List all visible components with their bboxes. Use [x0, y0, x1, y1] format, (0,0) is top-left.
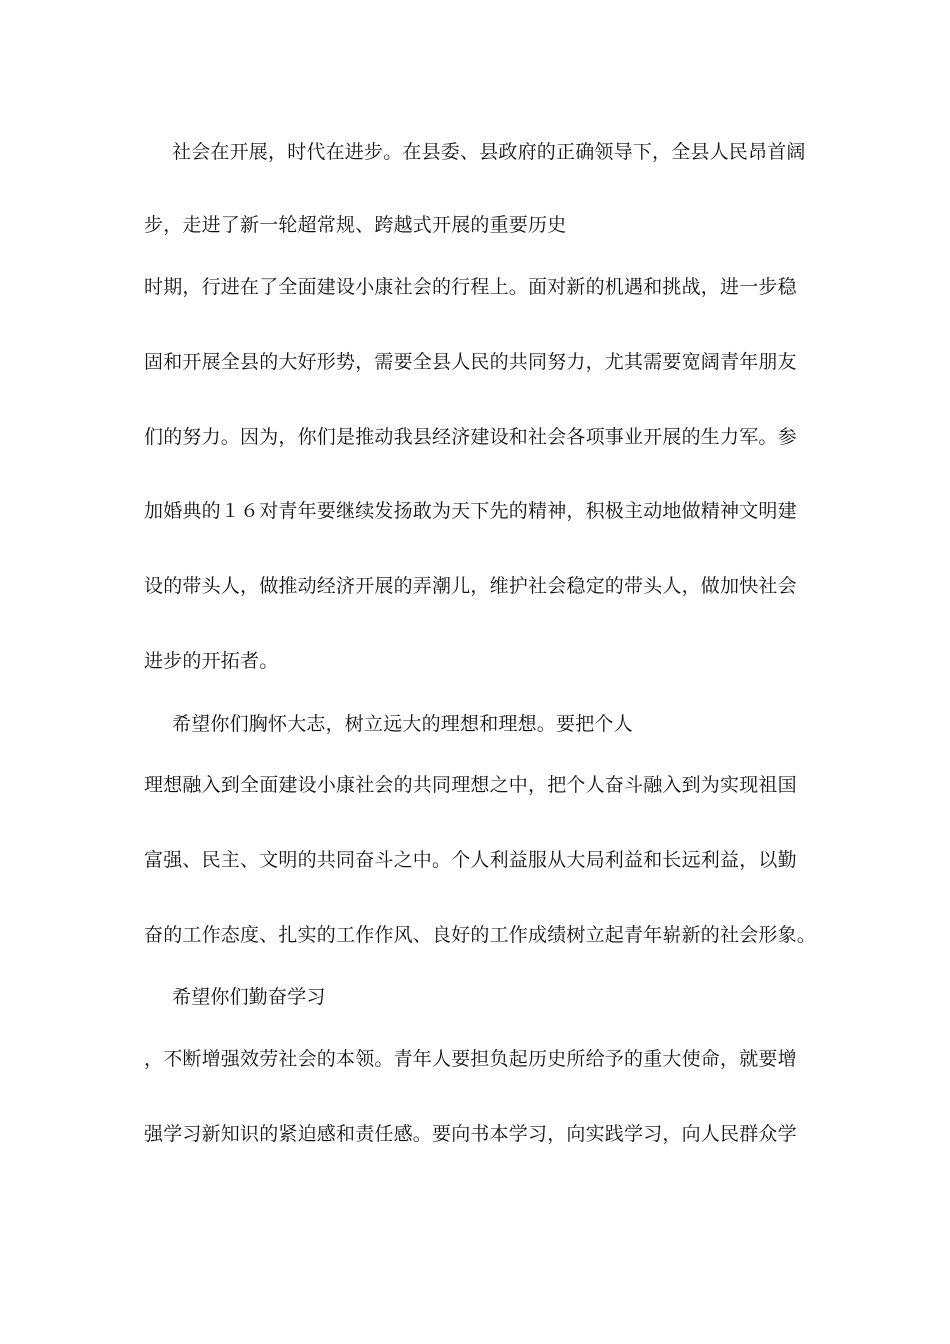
paragraph-line: 固和开展全县的大好形势，需要全县人民的共同努力，尤其需要宽阔青年朋友: [144, 351, 797, 373]
paragraph-line: 奋的工作态度、扎实的工作作风、良好的工作成绩树立起青年崭新的社会形象。: [144, 924, 817, 946]
paragraph-line: 理想融入到全面建设小康社会的共同理想之中，把个人奋斗融入到为实现祖国: [144, 774, 797, 796]
paragraph-line: 富强、民主、文明的共同奋斗之中。个人利益服从大局利益和长远利益，以勤: [144, 849, 797, 871]
paragraph-line: 进步的开拓者。: [144, 650, 279, 672]
paragraph-line: 们的努力。因为，你们是推动我县经济建设和社会各项事业开展的生力军。参: [144, 426, 797, 448]
paragraph-line: 社会在开展，时代在进步。在县委、县政府的正确领导下，全县人民昂首阔: [172, 141, 806, 163]
paragraph-line: ，不断增强效劳社会的本领。青年人要担负起历史所给予的重大使命，就要增: [144, 1048, 797, 1070]
paragraph-line: 强学习新知识的紧迫感和责任感。要向书本学习，向实践学习，向人民群众学: [144, 1123, 797, 1145]
paragraph-line: 希望你们勤奋学习: [172, 986, 326, 1008]
paragraph-line: 设的带头人，做推动经济开展的弄潮儿，维护社会稳定的带头人，做加快社会: [144, 575, 797, 597]
paragraph-line: 时期，行进在了全面建设小康社会的行程上。面对新的机遇和挑战，进一步稳: [144, 276, 797, 298]
paragraph-line: 步，走进了新一轮超常规、跨越式开展的重要历史: [144, 214, 567, 236]
paragraph-line: 加婚典的１６对青年要继续发扬敢为天下先的精神，积极主动地做精神文明建: [144, 500, 797, 522]
paragraph-line: 希望你们胸怀大志，树立远大的理想和理想。要把个人: [172, 713, 633, 735]
